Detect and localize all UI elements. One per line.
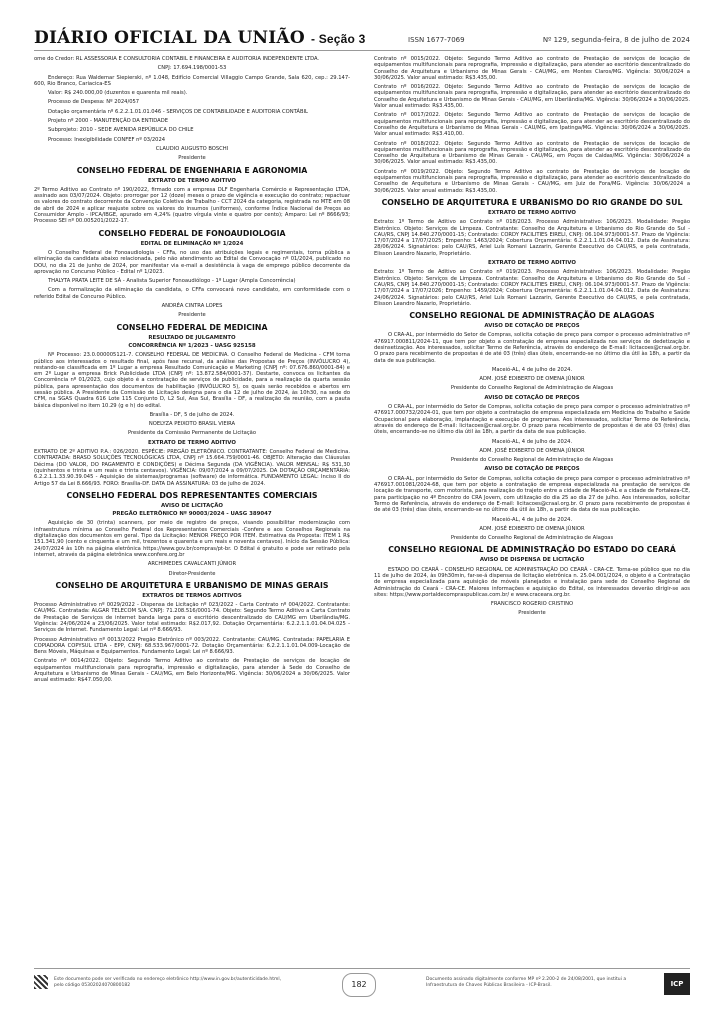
paragraph: Contrato nº 0014/2022. Objeto: Segundo Termo Aditivo ao contrato de Prestação de serviços de locação de equipamentos multifuncionais para reprografia, impressão e digitalização, para atender à Sede do Conselho de Arquitetura e Urbanismo de Minas Gerais - CAU/MG, em Belo Horizonte/MG. Vigência: 30/06/2024 a 30/06/2025. Valor anual estimado: R$47.050,00. [34, 658, 350, 684]
text-line: Projeto nº 2000 - MANUTENÇÃO DA ENTIDADE [48, 118, 168, 125]
section-title: CONSELHO DE ARQUITETURA E URBANISMO DE MINAS GERAIS [55, 580, 329, 590]
signer-role: Diretor-Presidente [168, 570, 216, 577]
signer-role: Presidente [178, 155, 206, 162]
paragraph: 2º Termo Aditivo ao Contrato nº 190/2022, firmado com a empresa DLF Engenharia Comércio e Representação LTDA, assinado aos 03/07/2024. Objeto: prorrogar por 12 (doze) meses o prazo de vigência e execução do contrato; repactuar os valores do contrato decorrente da Convenção Coletiva de Trabalho - CCT 2024 da categoria, registrada no MTE em 08 de abril de 2024 e aplicar reajuste sobre os valores do insumos (uniformes), conforme Índice Nacional de Preços ao Consumidor Amplo - IPCA/IBGE, apurado em 4,24% (quatro vírgula vinte e quatro por cento); Amparo: Lei nº 8666/93; Processo SEI nº 00.005201/2022-17. [34, 186, 350, 225]
text-line: Dotação orçamentária nº 6.2.2.1.01.01.046 - SERVIÇOS DE CONTABILIDADE E AUDITORIA CONTÁBIL [48, 108, 308, 115]
signature-note: Documento assinado digitalmente conforme MP nº 2.200-2 de 24/08/2001, que institui a Infraestrutura de Chaves Públicas Brasileira - ICP-Brasil. [426, 977, 627, 988]
section-subtitle: AVISO DE COTAÇÃO DE PREÇOS [484, 323, 580, 330]
qr-code-icon [34, 975, 48, 989]
section-title: CONSELHO FEDERAL DE ENGENHARIA E AGRONOMIA [76, 165, 308, 175]
section-subtitle: PREGÃO ELETRÔNICO Nº 90003/2024 - UASG 389047 [112, 511, 272, 518]
date-line: Maceió-AL, 4 de julho de 2024. [491, 438, 573, 445]
section-subtitle: AVISO DE LICITAÇÃO [161, 502, 223, 509]
signer-name: NOELYZA PEIXOTO BRASIL VIEIRA [148, 421, 236, 428]
section-title: CONSELHO FEDERAL DOS REPRESENTANTES COMERCIAIS [66, 490, 318, 500]
section-label: - Seção 3 [310, 32, 366, 46]
section-subtitle: AVISO DE COTAÇÃO DE PREÇOS [484, 394, 580, 401]
text-line: Valor: R$ 240.000,00 (duzentos e quarenta mil reais). [48, 90, 188, 97]
paragraph: Nº Processo: 23.0.000005121-7. CONSELHO FEDERAL DE MEDICINA. O Conselho Federal de Medicina - CFM torna público aos interessados o resultado final, após fase recursal, da análise das Propostas de Preços (INVÓLUCRO 4), restando-se classificada em 1º Lugar a empresa Resultado Comunicação e Marketing (CNPJ nº: 07.676.860/0001-84) e em 2º Lugar a empresa Brick Publicidade LTDA (CNPJ nº: 13.872.584/0001-37). Destarte, convoca os licitantes da Concorrência nº 01/2023, cujo objeto é a contratação de serviços de publicidade, para a realização da quarta sessão pública, para apresentação dos documentos de habilitação (INVÓLUCRO 5), os quais serão recebidos e abertos em sessão pública. A Presidente da Comissão de Licitação designa para o dia 12 de julho de 2024, às 10h30, na sede do CFM, na SGAS Quadra 616 Lote 115 Conjunto D, L2 Sul, Asa Sul, Brasília - DF, a realização da reunião, com a pauta básica disponível no item 10.29 (g e h) do edital. [34, 352, 350, 409]
paragraph: Contrato nº 0019/2022. Objeto: Segundo Termo Aditivo ao contrato de Prestação de serviços de locação de equipamentos multifuncionais para reprografia, impressão e digitalização, para atender ao escritório descentralizado do Conselho de Arquitetura e Urbanismo de Minas Gerais - CAU/MG, em Juiz de Fora/MG. Vigência: 30/06/2024 a 30/06/2025. Valor anual estimado: R$3.435,00. [374, 168, 690, 194]
paragraph: O CRA-AL, por intermédio do Setor de Compras, solicita cotação de preço para compor o processo administrativo nº 476917.000732/2024-01, que tem por objeto a contratação de empresa especializada em Medicina do Trabalho e Saúde Ocupacional para elaboração, implantação e execução de programas. Aos interessados, solicitar Termo de Referência, através do endereço de E-mail: licitacoes@craal.org.br. O prazo para recebimento de propostas é de até 03 (três) dias úteis, encerrando-se no último dia útil às 18h, a partir da data de sua publicação. [374, 404, 690, 436]
right-column [374, 56, 690, 956]
issn: ISSN 1677-7069 [408, 36, 465, 44]
paragraph: Processo Administrativo nº 0029/2022 - Dispensa de Licitação nº 023/2022 - Carta Contrato nº 004/2022. Contratante: CAU/MG. Contratada: ALGAR TELECOM S/A. CNPJ: 71.208.516/0001-74. Objeto: Segundo Termo Aditivo a Carta Contrato de Prestação de Serviços de internet banda larga para o escritório descentralizado do CAU/MG em Uberlândia/MG. Vigência: 24/06/2024 a 23/06/2025. Valor total estimado: R$2.017,92. Dotação Orçamentária: 6.2.2.1.1.01.04.04.025 - Serviços de Internet. Fundamento Legal: Lei nº 8.666/93. [34, 602, 350, 634]
text-line: Endereço: Rua Waldemar Siepierski, nº 1.048, Edifício Comercial Villaggio Campo Grande, Sala 620, cep.: 29.147-600, Rio Branco, Cariacica-ES [34, 74, 350, 87]
paragraph: Extrato: 1º Termo de Aditivo ao Contrato nº 019/2023. Processo Administrativo: 106/2023. Modalidade: Pregão Eletrônico. Objeto: Serviços de Limpeza. Contratante: Conselho de Arquitetura e Urbanismo do Rio Grande do Sul - CAU/RS, CNPJ 14.840.270/0001-15; Contratado: CORDY FACILITIES EIRELI, CNPJ: 06.104.973/0001-57. Prazo de Vigência: 17/07/2024 a 17/07/2026; Empenho: 1459/2024; Cobertura Orçamentária: 6.2.2.1.1.01.04.04.012. Data de Assinatura: 24/06/2024. Signatários: pelo CAU/RS, Ariel Luís Romani Lazzarin, Gerente Executivo do CAU/RS, e pela contratada, Elisson Leandro Nazario, Proprietário. [374, 269, 690, 307]
paragraph: Processo Administrativo nº 0013/2022 Pregão Eletrônico nº 003/2022. Contratante: CAU/MG. Contratada: PAPELARIA E COPIADORA COPYSUL LTDA - EPP, CNPJ: 68.533.967/0001-72. Dotação Orçamentária: 6.2.2.1.1.01.04.009-Locação de Bens Móveis, Máquinas e Equipamentos. Fundamento Legal: Lei nº 8.666/93. [34, 636, 350, 656]
paragraph: O Conselho Federal de Fonoaudiologia - CFFa, no uso das atribuições legais e regimentais, torna pública a eliminação da candidata abaixo relacionada, pelo não atendimento ao Edital de Convocação nº 01/2024, publicado no DOU, no dia 21 de junho de 2024, por manifestar via e-mail a desistência à vaga de emprego público decorrente da aprovação no Concurso Público - Edital nº 1/2023. [34, 249, 350, 275]
signer-role: Presidente [178, 312, 206, 319]
signer-role: Presidente do Conselho Regional de Administração de Alagoas [450, 535, 614, 542]
section-subtitle: AVISO DE COTAÇÃO DE PREÇOS [484, 466, 580, 473]
date-line: Maceió-AL, 4 de julho de 2024. [491, 366, 573, 373]
section-title: CONSELHO DE ARQUITETURA E URBANISMO DO RIO GRANDE DO SUL [381, 197, 683, 207]
paragraph: Extrato: 1º Termo de Aditivo ao Contrato nº 018/2023. Processo Administrativo: 106/2023. Modalidade: Pregão Eletrônico. Objeto: Serviços de Limpeza. Contratante: Conselho de Arquitetura e Urbanismo do Rio Grande do Sul - CAU/RS, CNPJ 14.840.270/0001-15; Contratado: CORDY FACILITIES EIRELI, CNPJ: 06.104.973/0001-57. Prazo de Vigência: 17/07/2024 a 17/07/2025; Empenho: 1463/2024; Cobertura Orçamentária: 6.2.2.1.1.01.04.04.012. Data de Assinatura: 28/06/2024. Signatários: pelo CAU/RS, Ariel Luís Romani Lazzarin, Gerente Executivo do CAU/RS, e pela contratada, Elisson Leandro Nazario, Proprietário. [374, 219, 690, 257]
paragraph: EXTRATO DE 2º ADITIVO P.A.: 026/2020. ESPÉCIE: PREGÃO ELETRÔNICO. CONTRATANTE: Conselho Federal de Medicina. CONTRATADA: BRASO SOLUÇÕES TECNOLÓGICAS LTDA, CNPJ nº 15.664.759/0001-46. OBJETO: Alteração das Cláusulas Décima (DO VALOR, DO PAGAMENTO E CONDIÇÕES) e Décima Segunda (DA VIGÊNCIA). VALOR MENSAL: R$ 531,30 (quinhentos e trinta e um reais e trinta centavos). VIGÊNCIA: 09/07/2024 a 09/07/2025. DA DOTAÇÃO ORÇAMENTÁRIA: 6.2.2.1.1.33.90.39.045 - Aquisição de sistemas/programas (software) de informática. FUNDAMENTO LEGAL: Inciso II do Artigo 57 da Lei 8.666/93. FORO: Brasília-DF. DATA DA ASSINATURA: 03 de julho de 2024. [34, 449, 350, 487]
section-title: CONSELHO FEDERAL DE FONOAUDIOLOGIA [98, 228, 286, 238]
paragraph: Contrato nº 0016/2022. Objeto: Segundo Termo Aditivo ao contrato de Prestação de serviços de locação de equipamentos multifuncionais para reprografia, impressão e digitalização, para atender ao escritório descentralizado do Conselho de Arquitetura e Urbanismo de Minas Gerais - CAU/MG, em Uberlândia/MG. Vigência: 30/06/2024 a 30/06/2025. Valor anual estimado: R$3.435,00. [374, 84, 690, 110]
date-line: Maceió-AL, 4 de julho de 2024. [491, 516, 573, 523]
paragraph: O CRA-AL, por intermédio do Setor de Compras, solicita cotação de preço para compor o processo administrativo nº 476917.000811/2024-11, que tem por objeto a contratação de empresa especializada nos serviços de dedetização e desinsetização. Aos interessados, solicitar Termo de Referência, através do endereço de E-mail: licitacoes@craal.org.br. O prazo para recebimento de propostas é de até 03 (três) dias úteis, encerrando-se no último dia útil às 18h, a partir da data de sua publicação. [374, 332, 690, 364]
section-title: CONSELHO REGIONAL DE ADMINISTRAÇÃO DO ESTADO DO CEARÁ [388, 545, 676, 555]
paragraph: Com a formalização da eliminação da candidata, o CFFa convocará novo candidato, em conformidade com o referido Edital de Concurso Público. [34, 287, 350, 300]
paragraph: THALYTA PRATA LEITE DE SÁ - Analista Superior Fonoaudiólogo - 1º Lugar (Ampla Concorrência) [48, 278, 296, 285]
text-line: Subprojeto: 2010 - SEDE AVENIDA REPÚBLICA DO CHILE [48, 127, 194, 134]
paragraph: Contrato nº 0015/2022. Objeto: Segundo Termo Aditivo ao contrato de Prestação de serviços de locação de equipamentos multifuncionais para reprografia, impressão e digitalização, para atender ao escritório descentralizado do Conselho de Arquitetura e Urbanismo de Minas Gerais - CAU/MG, em Montes Claros/MG. Vigência: 30/06/2024 a 30/06/2025. Valor anual estimado: R$3.435,00. [374, 56, 690, 81]
section-subtitle: EXTRATO DE TERMO ADITIVO [148, 177, 236, 184]
edition-date: Nº 129, segunda-feira, 8 de julho de 2024 [542, 36, 690, 44]
text-line: Processo: Inexigibilidade CONFEF nº 03/2024 [48, 136, 166, 143]
paragraph: ESTADO DO CEARÁ - CONSELHO REGIONAL DE ADMINISTRAÇÃO DO CEARÁ - CRA-CE. Torna-se público que no dia 11 de julho de 2024, às 09h30min, far-se-á dispensa de licitação eletrônica n. 25.04.001/2024, o objeto é a Contratação de empresa especializada para aquisição de móveis planejados e instalação para sede do Conselho Regional de Administração do Ceará - CRA-CE. Maiores informações e aquisição do Edital, os interessados deverão dirigir-se aos sites: https://www.portaldecompraspublicas.com.br/ e www.craceara.org.br. [374, 566, 690, 598]
signer-name: CLAUDIO AUGUSTO BOSCHI [155, 145, 229, 152]
signer-role: Presidente do Conselho Regional de Administração de Alagoas [450, 457, 614, 464]
section-title: CONSELHO REGIONAL DE ADMINISTRAÇÃO DE ALAGOAS [409, 311, 655, 321]
section-subtitle: EDITAL DE ELIMINAÇÃO Nº 1/2024 [140, 240, 244, 247]
text-line: Processo de Despesa: Nº 2024/057 [48, 99, 140, 106]
signer-name: FRANCISCO ROGERIO CRISTINO [490, 601, 574, 608]
section-subtitle: EXTRATO DE TERMO ADITIVO [148, 439, 236, 446]
page-number: 182 [342, 973, 376, 997]
signer-name: ADM. JOSÉ EDIBERTO DE OMENA JÚNIOR [479, 447, 585, 454]
signer-name: ANDRÉA CINTRA LOPES [161, 303, 223, 310]
text-line: CNPJ: 17.694.198/0001-53 [157, 65, 227, 72]
signer-role: Presidente da Comissão Permanente de Licitação [127, 430, 257, 437]
section-subtitle: CONCORRÊNCIA Nº 1/2023 - UASG 925158 [128, 342, 256, 349]
page-footer [34, 968, 690, 1005]
journal-title: DIÁRIO OFICIAL DA UNIÃO - Seção 3 [34, 28, 366, 48]
left-column [34, 56, 350, 956]
section-subtitle: EXTRATO DE TERMO ADITIVO [488, 260, 576, 267]
signer-name: ADM. JOSÉ EDIBERTO DE OMENA JÚNIOR [479, 376, 585, 383]
paragraph: Contrato nº 0017/2022. Objeto: Segundo Termo Aditivo ao contrato de Prestação de serviços de locação de equipamentos multifuncionais para reprografia, impressão e digitalização, para atender ao escritório descentralizado do Conselho de Arquitetura e Urbanismo de Minas Gerais - CAU/MG, em Ipatinga/MG. Vigência: 30/06/2024 a 30/06/2025. Valor anual estimado: R$3.410,00. [374, 112, 690, 138]
paragraph: ome do Credor: RL ASSESSORIA E CONSULTORIA CONTÁBIL E FINANCEIRA E AUDITORIA INDEPENDENTE LTDA. [34, 56, 320, 62]
page-header [34, 28, 690, 51]
signer-role: Presidente do Conselho Regional de Administração de Alagoas [450, 385, 614, 392]
signer-name: ADM. JOSÉ EDIBERTO DE OMENA JÚNIOR [479, 525, 585, 532]
section-subtitle: EXTRATO DE TERMO ADITIVO [488, 209, 576, 216]
section-subtitle: EXTRATOS DE TERMOS ADITIVOS [142, 592, 242, 599]
paragraph: O CRA-AL, por intermédio do Setor de Compras, solicita cotação de preço para compor o processo administrativo nº 476917.001081/2024-68, que tem por objeto a contratação de empresa especializada na prestação de serviços de locação de transporte, com motorista, para realização do trajeto entre a cidade de Maceió-AL e a cidade de Fortaleza-CE, para participação no 4º Encontro do CRA Jovem, com utilização do dia 25 ao dia 27 de julho. Aos interessados, solicitar Termo de Referência, através do endereço de E-mail: licitacoes@craal.org.br. O prazo para recebimento de propostas é de até 03 (três) dias úteis, encerrando-se no último dia útil às 18h, a partir da data de sua publicação. [374, 475, 690, 514]
signer-role: Presidente [518, 610, 546, 617]
section-subtitle: RESULTADO DE JULGAMENTO [148, 334, 236, 341]
section-title: CONSELHO FEDERAL DE MEDICINA [116, 322, 268, 332]
paragraph: Contrato nº 0018/2022. Objeto: Segundo Termo Aditivo ao contrato de Prestação de serviços de locação de equipamentos multifuncionais para reprografia, impressão e digitalização, para atender ao escritório descentralizado do Conselho de Arquitetura e Urbanismo de Minas Gerais - CAU/MG, em Poços de Caldas/MG. Vigência: 30/06/2024 a 30/06/2025. Valor anual estimado: R$3.435,00. [374, 140, 690, 166]
signer-name: ARCHIMEDES CAVALCANTI JÚNIOR [147, 561, 237, 568]
date-line: Brasília - DF, 5 de julho de 2024. [149, 411, 235, 418]
verification-note: Este documento pode ser verificado no endereço eletrônico http://www.in.gov.br/autenticidade.html, pelo código 05302024070800182 [54, 977, 282, 988]
icp-brasil-logo-icon: ICP [664, 973, 690, 995]
section-subtitle: AVISO DE DISPENSA DE LICITAÇÃO [479, 557, 585, 564]
paragraph: Aquisição de 30 (trinta) scanners, por meio de registro de preços, visando possibilitar modernização com infraestrutura mínima ao Conselho Federal dos Representantes Comerciais -Confere e aos Conselhos Regionais na digitalização dos documentos em geral. Tipo da Licitação: MENOR PREÇO POR ITEM. Estimativa da Proposta: ITEM 1 R$ 151.341,90 (cento e cinquenta e um mil, trezentos e quarenta e um reais e noventa centavos). Início da Sessão Pública: 24/07/2024 às 10h na página eletrônica https://www.gov.br/compras/pt-br. O Edital é gratuito e pode ser retirado pela internet, através da página eletrônica www.confere.org.br [34, 520, 350, 558]
